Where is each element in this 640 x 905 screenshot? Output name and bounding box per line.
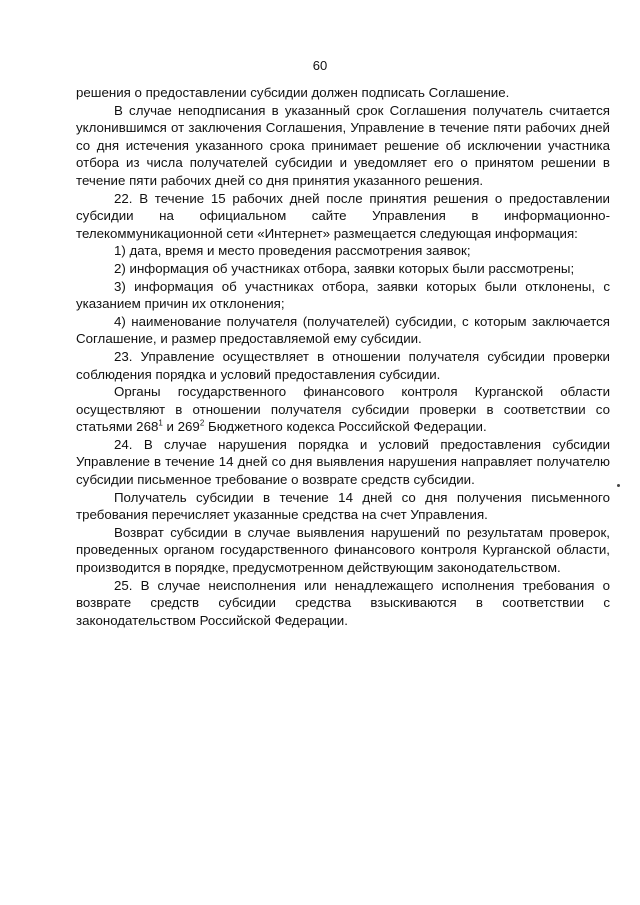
paragraph-22: 22. В течение 15 рабочих дней после принятия решения о предоставлении субсидии на официальном сайте Управления в информационно-телекоммуникационной сети «Интернет» размещается следующая информация: [76, 190, 610, 241]
paragraph-non-signing: В случае неподписания в указанный срок Соглашения получатель считается уклонившимся от заключения Соглашения, Управление в течение пяти рабочих дней со дня истечения указанного срока принимает решение об исключении участника отбора из числа получателей субсидии и уведомляет его о принятом решении в течение пяти рабочих дней со дня принятия указанного решения. [76, 102, 610, 188]
list-item-4: 4) наименование получателя (получателей) субсидии, с которым заключается Соглашение, и размер предоставляемой ему субсидии. [76, 313, 610, 347]
paragraph-financial-control-end: Бюджетного кодекса Российской Федерации. [204, 419, 487, 435]
paragraph-continuation: решения о предоставлении субсидии должен подписать Соглашение. [76, 85, 510, 100]
paragraph-23: 23. Управление осуществляет в отношении получателя субсидии проверки соблюдения порядка и условий предоставления субсидии. [76, 348, 610, 382]
superscript-1: 1 [158, 418, 163, 428]
page-number: 60 [312, 58, 328, 73]
paragraph-refund-procedure: Возврат субсидии в случае выявления нарушений по результатам проверок, проведенных органом государственного финансового контроля Курганской области, производится в порядке, предусмотренном действующим законодательством. [76, 524, 610, 576]
list-item-2: 2) информация об участниках отбора, заявки которых были рассмотрены; [114, 260, 575, 276]
document-body [76, 84, 610, 629]
list-item-3: 3) информация об участниках отбора, заявки которых были отклонены, с указанием причин их отклонения; [76, 278, 610, 312]
paragraph-financial-control-text: Органы государственного финансового контроля Курганской области осуществляют в отношении получателя субсидии проверки в соответствии со статьями 268 [76, 384, 610, 435]
paragraph-financial-control-and: и 269 [162, 419, 200, 435]
superscript-2: 2 [199, 418, 205, 428]
paragraph-refund-transfer: Получатель субсидии в течение 14 дней со дня получения письменного требования перечисляет указанные средства на счет Управления. [76, 489, 610, 523]
scan-speck [617, 484, 620, 487]
paragraph-24: 24. В случае нарушения порядка и условий предоставления субсидии Управление в течение 14 дней со дня выявления нарушения направляет получателю субсидии письменное требование о возврате средств субсидии. [76, 436, 610, 488]
paragraph-financial-control [76, 383, 610, 436]
list-item-1: 1) дата, время и место проведения рассмотрения заявок; [114, 243, 471, 259]
paragraph-25: 25. В случае неисполнения или ненадлежащего исполнения требования о возврате средств субсидии средства взыскиваются в соответствии с законодательством Российской Федерации. [76, 577, 610, 628]
